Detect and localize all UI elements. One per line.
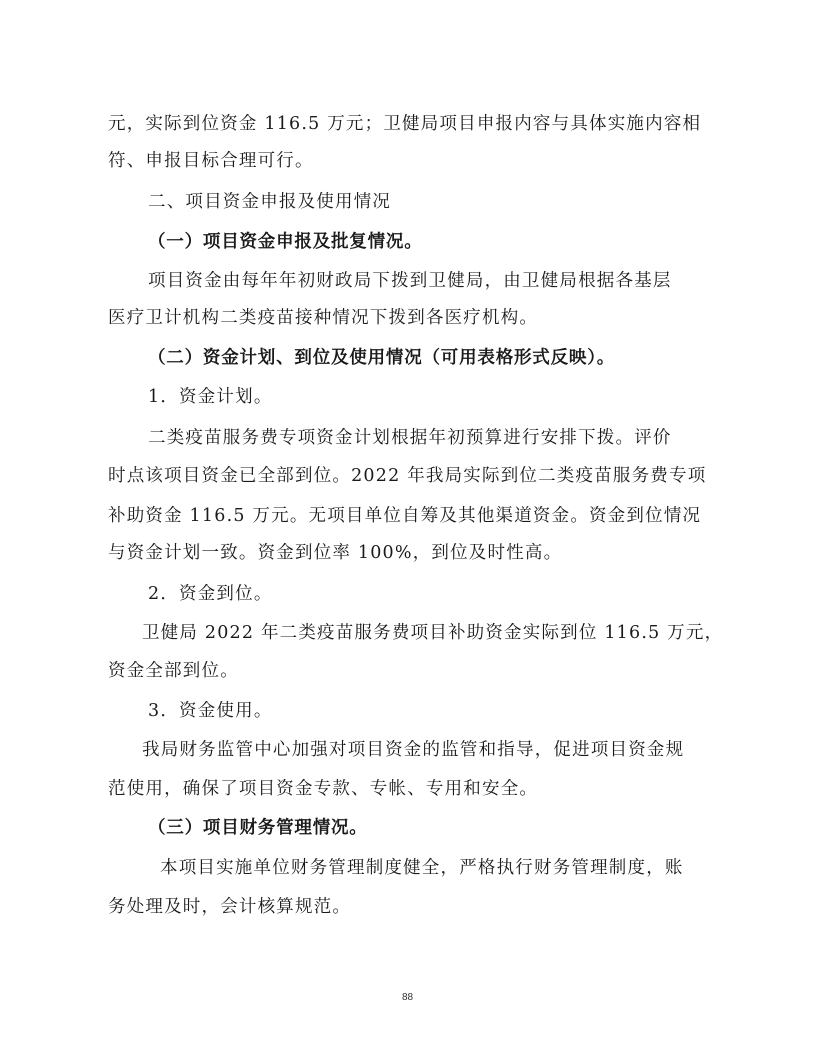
section-heading: 二、项目资金申报及使用情况 — [148, 192, 392, 212]
paragraph-line: 元，实际到位资金 116.5 万元；卫健局项目申报内容与具体实施内容相 — [108, 114, 702, 134]
paragraph-line: 补助资金 116.5 万元。无项目单位自筹及其他渠道资金。资金到位情况 — [108, 506, 702, 526]
numbered-heading: 3．资金使用。 — [148, 701, 273, 721]
page-number: 88 — [401, 992, 414, 1003]
paragraph-line: 范使用，确保了项目资金专款、专帐、专用和安全。 — [108, 779, 539, 799]
paragraph-line: 资金全部到位。 — [108, 661, 239, 681]
paragraph-line: 项目资金由每年年初财政局下拨到卫健局，由卫健局根据各基层 — [148, 271, 672, 291]
numbered-heading: 1．资金计划。 — [148, 387, 273, 407]
subsection-heading: （三）项目财务管理情况。 — [148, 818, 368, 838]
paragraph-line: 符、申报目标合理可行。 — [108, 151, 314, 171]
paragraph-line: 二类疫苗服务费专项资金计划根据年初预算进行安排下拨。评价 — [148, 428, 672, 448]
subsection-heading: （二）资金计划、到位及使用情况（可用表格形式反映）。 — [148, 348, 616, 368]
paragraph-line: 与资金计划一致。资金到位率 100%，到位及时性高。 — [108, 543, 563, 563]
numbered-heading: 2．资金到位。 — [148, 584, 273, 604]
paragraph-line: 医疗卫计机构二类疫苗接种情况下拨到各医疗机构。 — [108, 308, 539, 328]
paragraph-line: 时点该项目资金已全部到位。2022 年我局实际到位二类疫苗服务费专项 — [108, 466, 707, 486]
paragraph-line: 务处理及时，会计核算规范。 — [108, 897, 352, 917]
paragraph-line: 卫健局 2022 年二类疫苗服务费项目补助资金实际到位 116.5 万元， — [142, 623, 724, 643]
paragraph-line: 本项目实施单位财务管理制度健全，严格执行财务管理制度，账 — [160, 858, 684, 878]
paragraph-line: 我局财务监管中心加强对项目资金的监管和指导，促进项目资金规 — [142, 740, 685, 760]
subsection-heading: （一）项目资金申报及批复情况。 — [148, 232, 423, 252]
